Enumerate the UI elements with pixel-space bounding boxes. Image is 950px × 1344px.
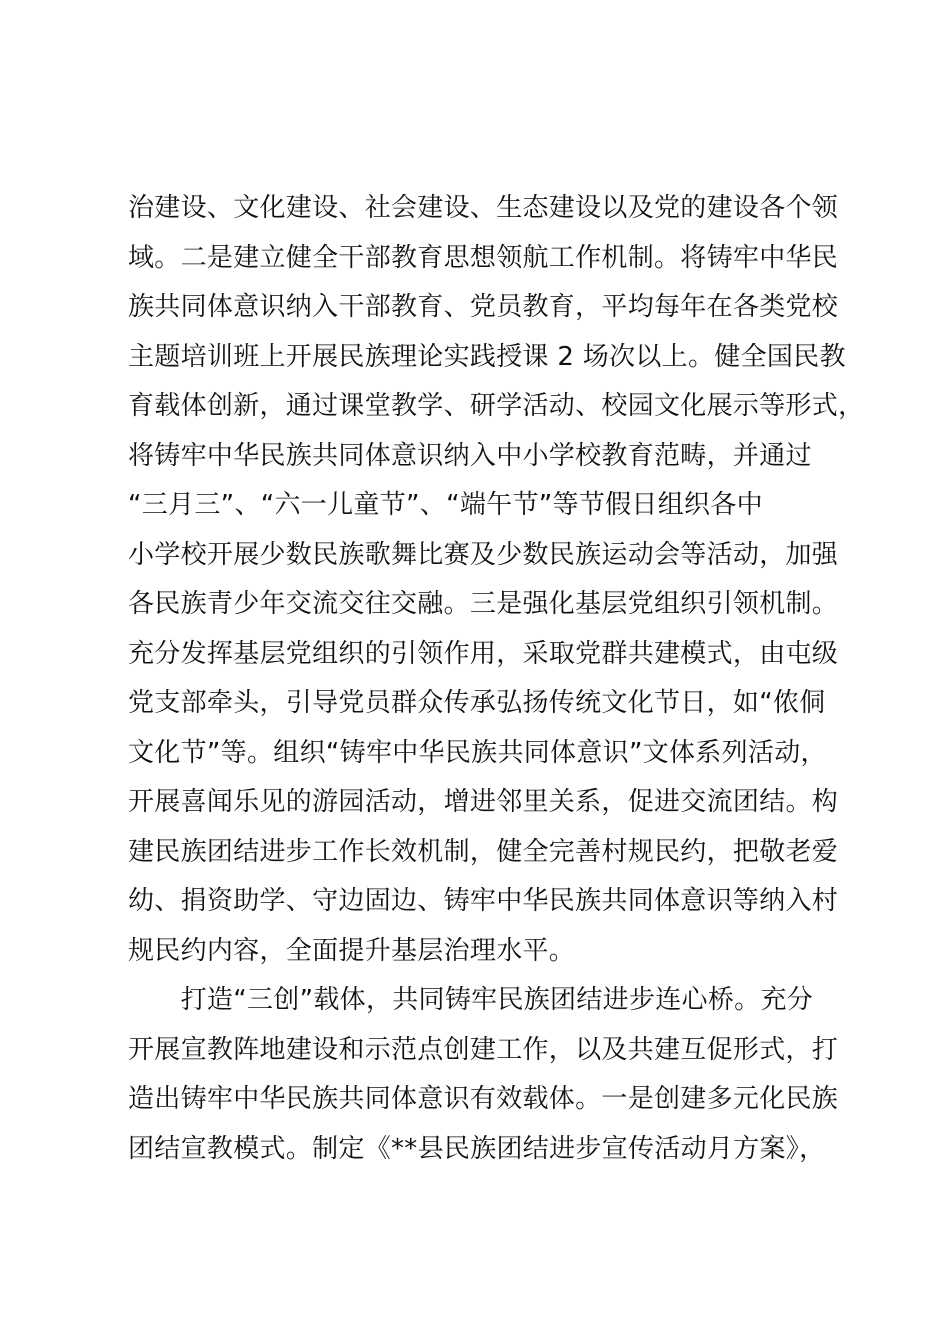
text-line: 充分发挥基层党组织的引领作用，采取党群共建模式，由屯级 [128, 638, 839, 669]
text-line: 育载体创新，通过课堂教学、研学活动、校园文化展示等形式， [128, 391, 865, 421]
text-line: 主题培训班上开展民族理论实践授课 2 场次以上。健全国民教 [128, 341, 846, 372]
text-line: 团结宣教模式。制定《**县民族团结进步宣传活动月方案》， [128, 1133, 826, 1164]
text-line: 将铸牢中华民族共同体意识纳入中小学校教育范畴，并通过 [128, 440, 812, 471]
text-line: 开展喜闻乐见的游园活动，增进邻里关系，促进交流团结。构 [128, 787, 839, 817]
text-line: 小学校开展少数民族歌舞比赛及少数民族运动会等活动，加强 [128, 539, 839, 570]
text-line: 族共同体意识纳入干部教育、党员教育，平均每年在各类党校 [128, 292, 839, 322]
text-line: “三月三”、“六一儿童节”、“端午节”等节假日组织各中 [128, 490, 763, 520]
text-line: 幼、捐资助学、守边固边、铸牢中华民族共同体意识等纳入村 [128, 886, 839, 916]
text-line: 域。二是建立健全干部教育思想领航工作机制。将铸牢中华民 [128, 242, 839, 273]
text-line: 党支部牵头，引导党员群众传承弘扬传统文化节日，如“侬侗 [128, 688, 826, 718]
body-text [128, 184, 868, 1174]
text-line: 治建设、文化建设、社会建设、生态建设以及党的建设各个领 [128, 193, 839, 223]
text-line: 文化节”等。组织“铸牢中华民族共同体意识”文体系列活动， [128, 737, 827, 768]
text-line: 规民约内容，全面提升基层治理水平。 [128, 935, 576, 966]
text-line: 开展宣教阵地建设和示范点创建工作，以及共建互促形式，打 [128, 1034, 839, 1065]
paragraph-start-line: 打造“三创”载体，共同铸牢民族团结进步连心桥。充分 [128, 985, 814, 1015]
text-line: 建民族团结进步工作长效机制，健全完善村规民约，把敬老爱 [128, 836, 839, 867]
text-line: 造出铸牢中华民族共同体意识有效载体。一是创建多元化民族 [128, 1084, 839, 1114]
text-line: 各民族青少年交流交往交融。三是强化基层党组织引领机制。 [128, 589, 839, 619]
